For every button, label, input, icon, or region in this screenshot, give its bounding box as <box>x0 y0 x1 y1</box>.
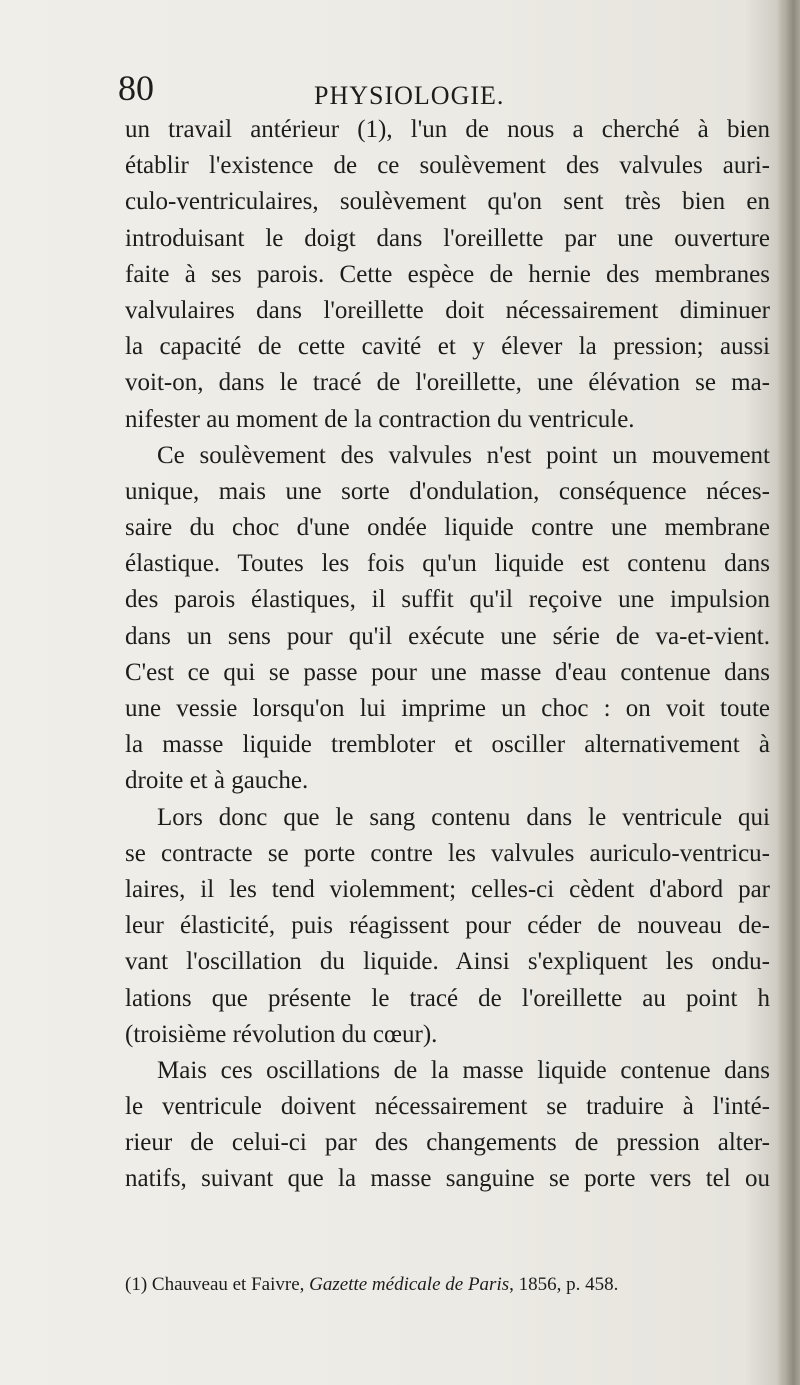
text-line: élastique. Toutes les fois qu'un liquide est contenu dans <box>125 550 770 578</box>
text-line: des parois élastiques, il suffit qu'il reçoive une impulsion <box>125 586 770 614</box>
text-line: natifs, suivant que la masse sanguine se porte vers tel ou <box>125 1165 770 1193</box>
running-title: PHYSIOLOGIE. <box>314 81 505 110</box>
text-line: la masse liquide trembloter et osciller alternativement à <box>125 731 770 759</box>
page-number: 80 <box>118 68 154 108</box>
text-line: culo-ventriculaires, soulèvement qu'on sent très bien en <box>125 188 770 216</box>
text-line: faite à ses parois. Cette espèce de hernie des membranes <box>125 260 770 288</box>
text-line: Ce soulèvement des valvules n'est point un mouvement <box>157 441 770 469</box>
body-text <box>125 112 770 1198</box>
text-line: nifester au moment de la contraction du ventricule. <box>125 405 635 433</box>
running-header <box>0 68 800 108</box>
text-line: C'est ce qui se passe pour une masse d'eau contenue dans <box>125 658 770 686</box>
text-line: établir l'existence de ce soulèvement des valvules auri- <box>125 152 770 180</box>
text-line: introduisant le doigt dans l'oreillette par une ouverture <box>125 224 770 252</box>
text-line: rieur de celui-ci par des changements de pression alter- <box>125 1129 770 1157</box>
footnote: (1) Chauveau et Faivre, Gazette médicale de Paris, 1856, p. 458. <box>125 1274 619 1295</box>
text-line: saire du choc d'une ondée liquide contre une membrane <box>125 514 770 542</box>
text-line: se contracte se porte contre les valvules auriculo-ventricu- <box>125 839 770 867</box>
text-line: dans un sens pour qu'il exécute une série de va-et-vient. <box>125 622 770 650</box>
text-line: droite et à gauche. <box>125 767 309 795</box>
text-line: Mais ces oscillations de la masse liquide contenue dans <box>157 1056 770 1084</box>
text-line: le ventricule doivent nécessairement se traduire à l'inté- <box>125 1093 770 1121</box>
text-line: valvulaires dans l'oreillette doit nécessairement diminuer <box>125 296 770 324</box>
text-line: Lors donc que le sang contenu dans le ventricule qui <box>157 803 770 831</box>
text-line: une vessie lorsqu'on lui imprime un choc : on voit toute <box>125 695 770 722</box>
text-line: (troisième révolution du cœur). <box>125 1020 438 1048</box>
text-line: unique, mais une sorte d'ondulation, conséquence néces- <box>125 477 770 505</box>
text-line: voit-on, dans le tracé de l'oreillette, une élévation se ma- <box>125 369 770 397</box>
text-line: leur élasticité, puis réagissent pour céder de nouveau de- <box>125 912 770 940</box>
page-edge-shadow <box>778 0 800 1385</box>
text-line: laires, il les tend violemment; celles-ci cèdent d'abord par <box>125 875 770 903</box>
text-line: la capacité de cette cavité et y élever la pression; aussi <box>125 333 770 361</box>
text-line: vant l'oscillation du liquide. Ainsi s'expliquent les ondu- <box>125 948 770 976</box>
text-line: un travail antérieur (1), l'un de nous a cherché à bien <box>125 116 770 143</box>
text-line: lations que présente le tracé de l'oreillette au point h <box>125 984 770 1012</box>
